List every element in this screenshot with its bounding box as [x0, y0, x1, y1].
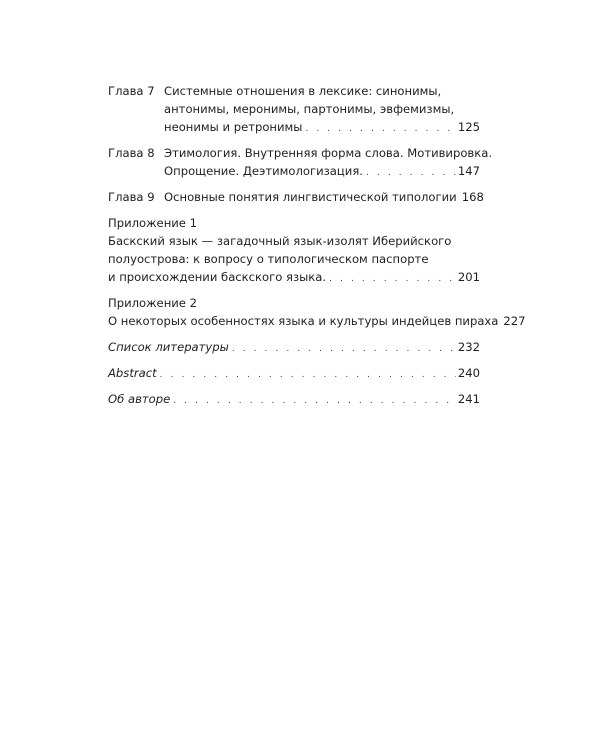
chapter-title-line: неонимы и ретронимы	[164, 120, 303, 134]
toc-entry-chapter-8[interactable]	[108, 144, 493, 180]
page-number: 168	[461, 190, 484, 204]
appendix-title-line: Баскский язык — загадочный язык-изолят Иберийского	[108, 234, 452, 248]
dot-leader	[329, 270, 456, 288]
chapter-label: Глава 9	[108, 190, 155, 204]
toc-line	[108, 100, 480, 118]
toc-line	[108, 188, 484, 206]
toc-entry-chapter-7[interactable]	[108, 82, 480, 136]
toc-line	[108, 364, 480, 382]
chapter-title-line: Этимология. Внутренняя форма слова. Мотивировка.	[164, 146, 493, 160]
toc-entry-references[interactable]	[108, 338, 480, 356]
toc-entry-chapter-9[interactable]	[108, 188, 484, 206]
abstract-label: Abstract	[108, 366, 157, 380]
page-number: 201	[457, 270, 480, 284]
page-number: 232	[457, 340, 480, 354]
toc-entry-about-author[interactable]	[108, 390, 480, 408]
toc-entry-appendix-2[interactable]	[108, 294, 526, 330]
toc-entry-abstract[interactable]	[108, 364, 480, 382]
dot-leader	[160, 366, 456, 384]
appendix-title-line: полуострова: к вопросу о типологическом паспорте	[108, 252, 429, 266]
chapter-title-line: Опрощение. Деэтимологизация.	[164, 164, 363, 178]
references-label: Список литературы	[108, 340, 229, 354]
chapter-title-line: Основные понятия лингвистической типологии	[164, 190, 457, 204]
toc-line	[108, 232, 480, 250]
dot-leader	[366, 164, 456, 182]
toc-line	[108, 250, 480, 268]
toc-line	[108, 312, 526, 330]
page-number: 240	[457, 366, 480, 380]
toc-entry-appendix-1[interactable]	[108, 214, 480, 286]
page-number: 227	[503, 314, 526, 328]
about-author-label: Об авторе	[108, 392, 171, 406]
page-number: 241	[457, 392, 480, 406]
appendix-title-line: О некоторых особенностях языка и культуры индейцев пираха	[108, 314, 499, 328]
toc-line	[108, 390, 480, 408]
dot-leader	[173, 392, 456, 410]
toc-line	[108, 338, 480, 356]
appendix-title-line: и происхождении баскского языка.	[108, 270, 327, 284]
toc-line	[108, 162, 480, 180]
chapter-title-line: Системные отношения в лексике: синонимы,	[164, 84, 442, 98]
page-number: 147	[457, 164, 480, 178]
toc-line	[108, 268, 480, 286]
appendix-heading: Приложение 1	[108, 216, 198, 230]
dot-leader	[305, 120, 455, 138]
chapter-label: Глава 7	[108, 84, 155, 98]
toc-line	[108, 82, 480, 100]
page-number: 125	[457, 120, 480, 134]
chapter-label: Глава 8	[108, 146, 155, 160]
chapter-title-line: антонимы, меронимы, партонимы, эвфемизмы,	[164, 102, 455, 116]
appendix-heading: Приложение 2	[108, 296, 198, 310]
toc-line	[108, 118, 480, 136]
dot-leader	[232, 340, 456, 358]
toc-line	[108, 144, 493, 162]
table-of-contents	[108, 82, 526, 416]
